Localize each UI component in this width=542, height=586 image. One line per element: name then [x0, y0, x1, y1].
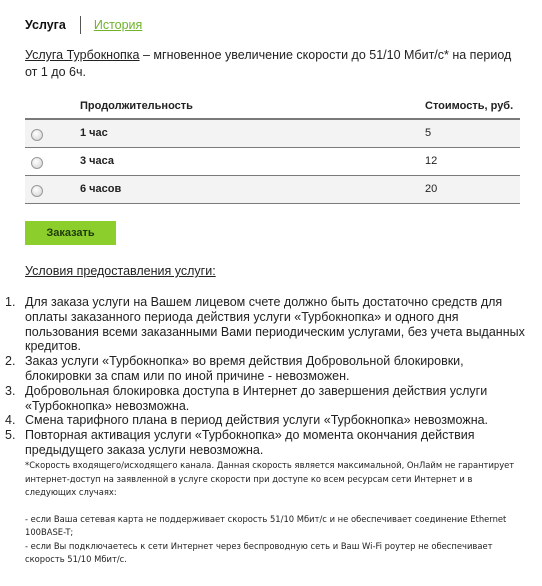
footnote-case: - если Вы подключаетесь к сети Интернет через беспроводную сеть и Ваш Wi-Fi роутер не обеспечивает скорость 51/10 Мбит/с.	[25, 540, 493, 564]
item-text: Смена тарифного плана в период действия услуги «Турбокнопка» невозможна.	[25, 413, 489, 428]
conditions-title: Условия предоставления услуги:	[25, 264, 216, 278]
tab-bar	[25, 16, 142, 34]
duration-cell: 6 часов	[80, 183, 122, 195]
table-row[interactable]	[25, 176, 520, 204]
table-header	[25, 96, 520, 118]
item-text: Повторная активация услуги «Турбокнопка» до момента окончания действия предыдущего заказа услуги невозможна.	[25, 428, 475, 457]
options-table	[25, 96, 520, 204]
option-radio[interactable]	[31, 157, 43, 169]
item-number: 5.	[5, 428, 16, 443]
item-text: Для заказа услуги на Вашем лицевом счете должно быть достаточно средств для оплаты заказанного периода действия услуги «Турбокнопка» и одного дня пользования всеми заказанными Вами периодическим услугами, без учета выданных кредитов.	[25, 295, 525, 354]
header-price: Стоимость, руб.	[425, 100, 514, 112]
item-number: 2.	[5, 354, 16, 369]
table-row[interactable]	[25, 118, 520, 148]
duration-cell: 3 часа	[80, 155, 115, 167]
item-text: Добровольная блокировка доступа в Интернет до завершения действия услуги «Турбокнопка» невозможна.	[25, 383, 488, 413]
duration-cell: 1 час	[80, 127, 108, 139]
list-item	[0, 428, 525, 458]
service-link[interactable]: Услуга Турбокнопка	[25, 48, 140, 62]
price-cell: 12	[425, 155, 438, 167]
item-number: 1.	[5, 295, 16, 309]
item-number: 4.	[5, 413, 16, 428]
price-cell: 20	[425, 183, 438, 195]
option-radio[interactable]	[31, 129, 43, 141]
price-cell: 5	[425, 127, 432, 139]
list-item	[0, 384, 525, 414]
footnote-case: - если Ваша сетевая карта не поддерживает скорость 51/10 Мбит/с и не обеспечивает соединение Ethernet 100BASE-T;	[25, 513, 507, 537]
tab-history[interactable]: История	[93, 18, 143, 32]
list-item	[0, 295, 525, 354]
footnote-main: *Скорость входящего/исходящего канала. Данная скорость является максимальной, ОнЛайм не гарантирует интернет-доступ на заявленной в услуге скорости при доступе ко всем ресурсам сети Интернет и в следующих случаях:	[25, 460, 515, 497]
header-duration: Продолжительность	[80, 100, 193, 112]
speed-footnote	[25, 459, 525, 567]
tab-divider	[80, 16, 81, 34]
item-number: 3.	[5, 383, 16, 398]
footnote-spacer	[25, 500, 525, 513]
option-radio[interactable]	[31, 185, 43, 197]
item-text: Заказ услуги «Турбокнопка» во время действия Добровольной блокировки, блокировки за спам или по иной причине - невозможен.	[25, 354, 464, 383]
list-item	[0, 413, 525, 428]
service-description: – мгновенное увеличение скорости до 51/10 Мбит/с* на период от 1 до 6ч.	[25, 48, 512, 79]
table-row[interactable]	[25, 148, 520, 176]
service-intro	[25, 47, 525, 81]
tab-service[interactable]: Услуга	[25, 18, 66, 32]
order-button[interactable]: Заказать	[25, 221, 116, 245]
conditions-list	[0, 295, 525, 458]
list-item	[0, 354, 525, 384]
